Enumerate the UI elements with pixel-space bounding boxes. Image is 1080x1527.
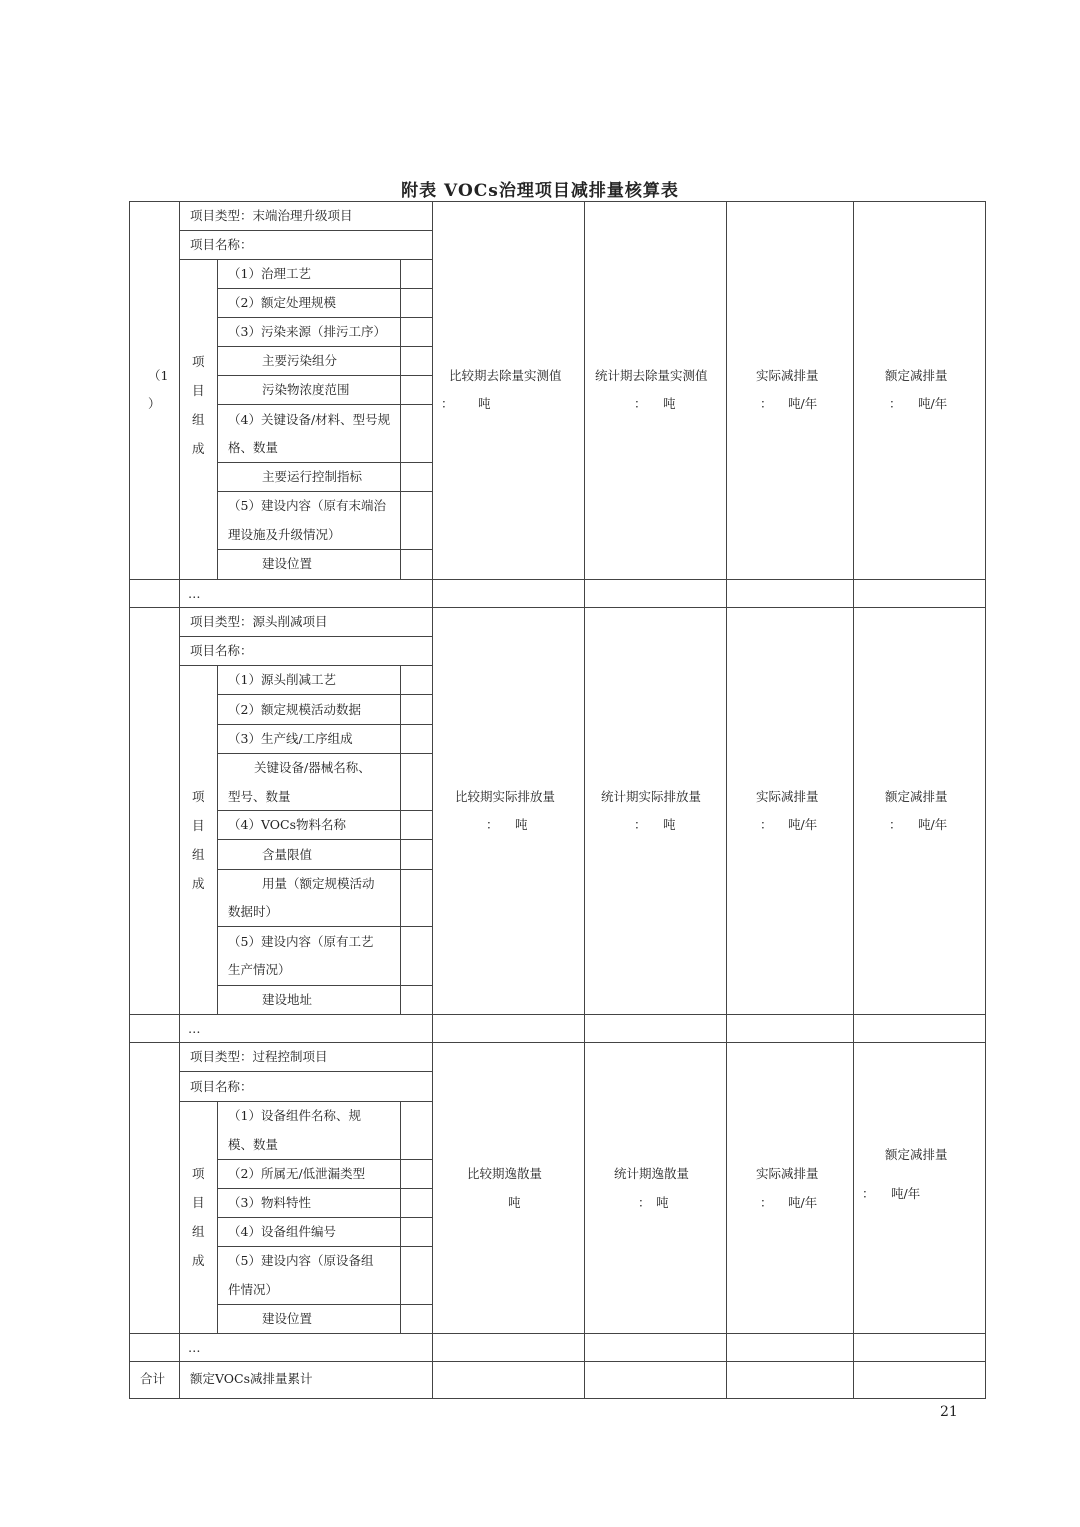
component-row: （5）建设内容（原有末端治 [228, 498, 386, 513]
statistics-period-unit: 吨 [656, 1195, 669, 1210]
row-index: （1 [148, 368, 169, 383]
ellipsis-row: … [188, 1021, 201, 1036]
actual-reduction-unit: 吨/年 [788, 1195, 818, 1210]
component-row: （2）额定规模活动数据 [228, 702, 361, 717]
project-name: 项目名称： [190, 1079, 253, 1094]
component-row: （5）建设内容（原有工艺 [228, 934, 374, 949]
statistics-period-colon: ： [634, 396, 647, 411]
component-row: （4）VOCs物料名称 [228, 817, 346, 832]
project-name: 项目名称： [190, 237, 253, 252]
row-index-close: ） [148, 396, 161, 411]
component-row: （5）建设内容（原设备组 [228, 1253, 374, 1268]
component-row: 型号、数量 [228, 789, 291, 804]
rated-reduction-unit: 吨/年 [891, 1186, 921, 1201]
rated-reduction-header: 额定减排量 [885, 789, 948, 804]
group-label-char: 目 [192, 1195, 205, 1210]
total-label: 合计 [140, 1371, 166, 1386]
rated-reduction-colon: ： [862, 1186, 875, 1201]
rated-reduction-colon: ： [889, 817, 902, 832]
page-title: 附表 VOCs治理项目减排量核算表 [401, 181, 679, 201]
statistics-period-unit: 吨 [663, 817, 676, 832]
group-label-char: 组 [192, 847, 205, 862]
statistics-period-unit: 吨 [663, 396, 676, 411]
total-text: 额定VOCs减排量累计 [190, 1371, 313, 1386]
statistics-period-header: 统计期逸散量 [614, 1166, 690, 1181]
actual-reduction-header: 实际减排量 [756, 1166, 819, 1181]
actual-reduction-colon: ： [760, 1195, 773, 1210]
group-label-char: 项 [192, 354, 205, 369]
page-number: 21 [940, 1404, 958, 1420]
ellipsis-row: … [188, 1340, 201, 1355]
actual-reduction-unit: 吨/年 [788, 396, 818, 411]
comparison-period-colon: ： [441, 396, 454, 411]
group-label-char: 组 [192, 412, 205, 427]
component-row: （3）污染来源（排污工序） [228, 324, 386, 339]
group-label-char: 目 [192, 818, 205, 833]
component-row: 格、数量 [228, 440, 279, 455]
component-row: 含量限值 [262, 847, 313, 862]
component-row: （1）治理工艺 [228, 266, 311, 281]
comparison-period-header: 比较期逸散量 [467, 1166, 543, 1181]
rated-reduction-unit: 吨/年 [918, 817, 948, 832]
rated-reduction-header: 额定减排量 [885, 368, 948, 383]
group-label-char: 项 [192, 789, 205, 804]
project-type: 项目类型：末端治理升级项目 [190, 208, 353, 223]
actual-reduction-header: 实际减排量 [756, 368, 819, 383]
component-row: 主要污染组分 [262, 353, 338, 368]
actual-reduction-colon: ： [760, 817, 773, 832]
component-row: （1）源头削减工艺 [228, 672, 336, 687]
component-row: 关键设备/器械名称、 [254, 760, 371, 775]
component-row: 件情况） [228, 1282, 279, 1297]
component-row: （1）设备组件名称、规 [228, 1108, 361, 1123]
comparison-period-unit: 吨 [508, 1195, 521, 1210]
project-type: 项目类型：源头削减项目 [190, 614, 328, 629]
project-name: 项目名称： [190, 643, 253, 658]
comparison-period-colon: ： [486, 817, 499, 832]
component-row: 污染物浓度范围 [262, 382, 350, 397]
project-type: 项目类型：过程控制项目 [190, 1049, 328, 1064]
component-row: 建设位置 [262, 556, 313, 571]
component-row: 建设地址 [262, 992, 313, 1007]
component-row: （4）关键设备/材料、型号规 [228, 412, 391, 427]
component-row: （3）生产线/工序组成 [228, 731, 353, 746]
statistics-period-header: 统计期去除量实测值 [595, 368, 708, 383]
actual-reduction-colon: ： [760, 396, 773, 411]
actual-reduction-header: 实际减排量 [756, 789, 819, 804]
component-row: （2）额定处理规模 [228, 295, 336, 310]
group-label-char: 组 [192, 1224, 205, 1239]
actual-reduction-unit: 吨/年 [788, 817, 818, 832]
component-row: 建设位置 [262, 1311, 313, 1326]
group-label-char: 项 [192, 1166, 205, 1181]
rated-reduction-unit: 吨/年 [918, 396, 948, 411]
comparison-period-unit: 吨 [478, 396, 491, 411]
component-row: （2）所属无/低泄漏类型 [228, 1166, 366, 1181]
group-label-char: 成 [192, 441, 205, 456]
group-label-char: 目 [192, 383, 205, 398]
statistics-period-colon: ： [638, 1195, 651, 1210]
component-row: 用量（额定规模活动 [262, 876, 375, 891]
comparison-period-unit: 吨 [515, 817, 528, 832]
component-row: （4）设备组件编号 [228, 1224, 336, 1239]
comparison-period-header: 比较期去除量实测值 [449, 368, 562, 383]
component-row: 生产情况） [228, 962, 291, 977]
rated-reduction-colon: ： [889, 396, 902, 411]
comparison-period-header: 比较期实际排放量 [455, 789, 556, 804]
ellipsis-row: … [188, 586, 201, 601]
component-row: 主要运行控制指标 [262, 469, 363, 484]
component-row: （3）物料特性 [228, 1195, 311, 1210]
component-row: 模、数量 [228, 1137, 279, 1152]
group-label-char: 成 [192, 1253, 205, 1268]
component-row: 理设施及升级情况） [228, 527, 341, 542]
statistics-period-colon: ： [634, 817, 647, 832]
statistics-period-header: 统计期实际排放量 [601, 789, 702, 804]
group-label-char: 成 [192, 876, 205, 891]
component-row: 数据时） [228, 904, 279, 919]
rated-reduction-header: 额定减排量 [885, 1147, 948, 1162]
